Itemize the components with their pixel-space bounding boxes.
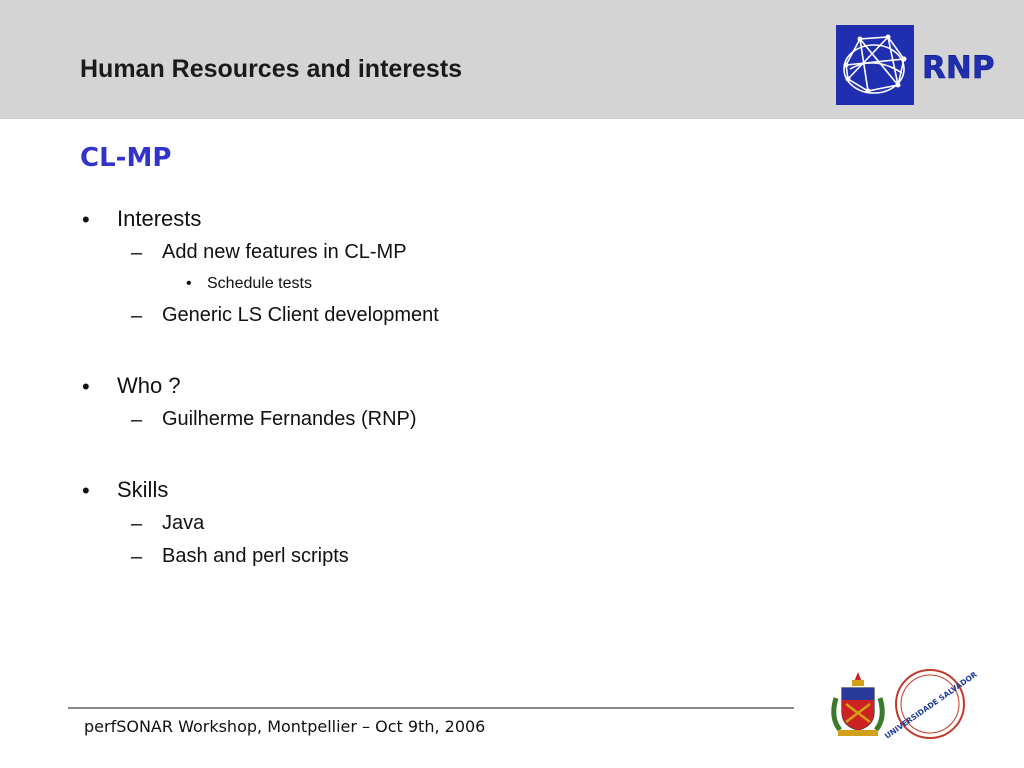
rnp-logo-text: RNP	[922, 50, 995, 86]
sub-bash-perl: Bash and perl scripts	[162, 545, 349, 567]
section-heading: CL-MP	[80, 143, 172, 173]
slide-title: Human Resources and interests	[80, 55, 463, 83]
bullet-marker: •	[82, 478, 90, 503]
bullet-marker: •	[82, 207, 90, 232]
footer-caption: perfSONAR Workshop, Montpellier – Oct 9th, 2006	[84, 717, 486, 736]
rnp-logo	[836, 25, 1002, 105]
bullet-marker: •	[82, 374, 90, 399]
dash-marker: –	[131, 513, 143, 535]
sub-generic-ls-client: Generic LS Client development	[162, 304, 439, 326]
sub-add-features: Add new features in CL-MP	[162, 241, 407, 263]
bullet-marker-small: •	[186, 275, 192, 292]
seal-text: UNIVERSIDADE SALVADOR	[883, 669, 979, 741]
bullet-who: Who ?	[117, 373, 181, 398]
sub-java: Java	[162, 512, 205, 534]
header-bar	[0, 0, 1024, 119]
subsub-schedule-tests: Schedule tests	[207, 275, 312, 292]
dash-marker: –	[131, 409, 143, 431]
sub-guilherme: Guilherme Fernandes (RNP)	[162, 408, 417, 430]
bullet-skills: Skills	[117, 477, 169, 502]
dash-marker: –	[131, 242, 143, 264]
bullet-interests: Interests	[117, 206, 202, 231]
dash-marker: –	[131, 305, 143, 327]
dash-marker: –	[131, 546, 143, 568]
coat-of-arms-icon	[826, 668, 890, 738]
universidade-salvador-seal	[883, 668, 979, 741]
footer-divider	[68, 707, 794, 709]
